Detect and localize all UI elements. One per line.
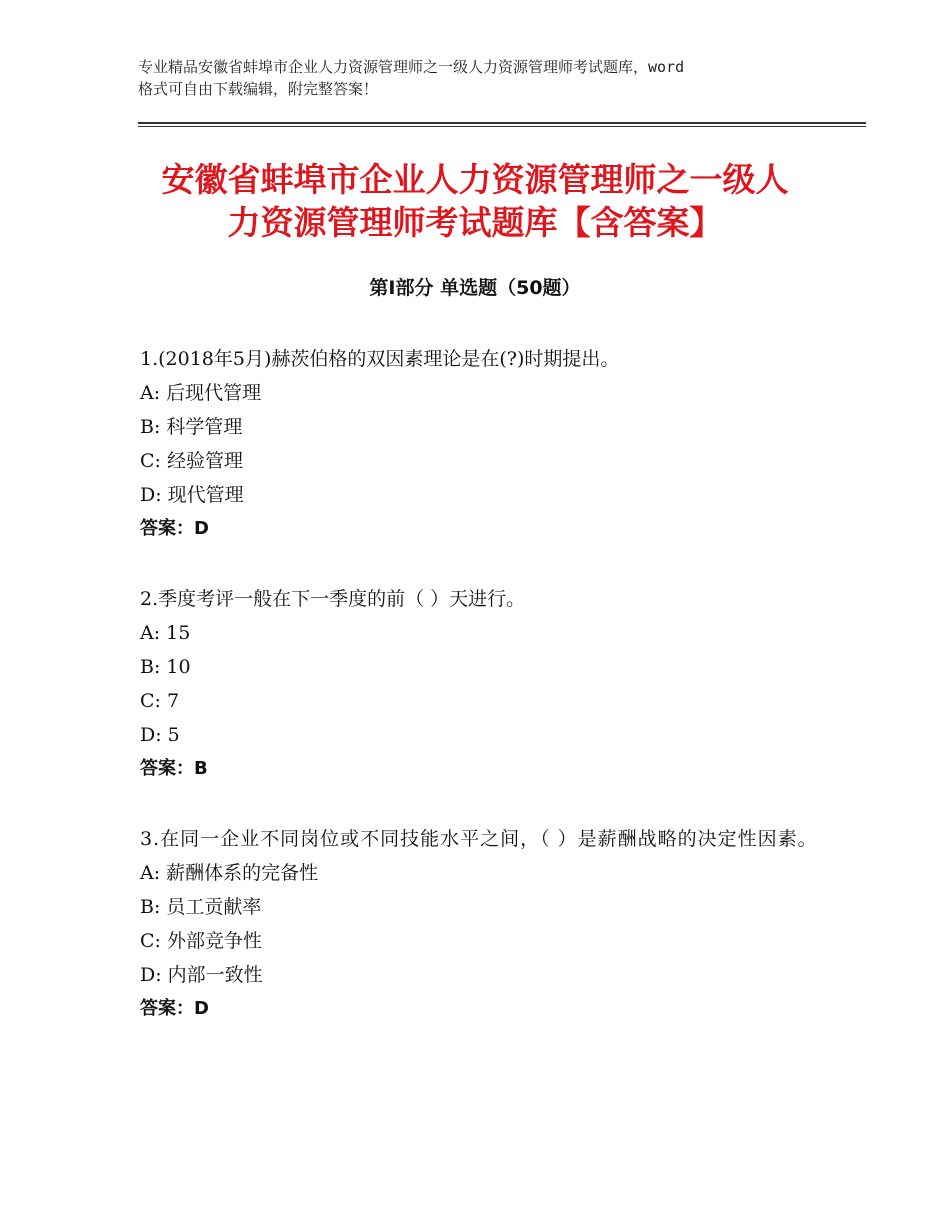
- option-b: B: 10: [140, 656, 191, 678]
- question-list: [140, 342, 830, 1062]
- option-d: D: 内部一致性: [140, 964, 263, 986]
- answer-label: 答案：B: [140, 758, 208, 779]
- header-note-line-2: 格式可自由下载编辑，附完整答案！: [138, 80, 379, 98]
- header-note-line-1: 专业精品安徽省蚌埠市企业人力资源管理师之一级人力资源管理师考试题库，word: [138, 58, 685, 76]
- option-c: C: 外部竞争性: [140, 930, 262, 952]
- header-divider-thick: [138, 122, 866, 124]
- option-c: C: 7: [140, 690, 180, 712]
- title-line-2: 力资源管理师考试题库【含答案】: [227, 203, 723, 242]
- question-1: [140, 342, 830, 546]
- option-d: D: 现代管理: [140, 484, 244, 506]
- question-stem: 1.(2018年5月)赫茨伯格的双因素理论是在(?)时期提出。: [140, 348, 620, 370]
- header-divider-thin: [138, 126, 866, 127]
- question-3: [140, 822, 830, 1026]
- answer-label: 答案：D: [140, 998, 209, 1019]
- option-a: A: 15: [140, 622, 191, 644]
- title-line-1: 安徽省蚌埠市企业人力资源管理师之一级人: [161, 160, 789, 199]
- option-a: A: 薪酬体系的完备性: [140, 862, 319, 884]
- option-b: B: 员工贡献率: [140, 896, 262, 918]
- option-c: C: 经验管理: [140, 450, 243, 472]
- section-heading: 第Ⅰ部分 单选题（50题）: [369, 277, 581, 299]
- option-a: A: 后现代管理: [140, 382, 262, 404]
- header-note: [138, 56, 838, 100]
- question-2: [140, 582, 830, 786]
- option-b: B: 科学管理: [140, 416, 243, 438]
- option-d: D: 5: [140, 724, 180, 746]
- answer-label: 答案：D: [140, 518, 209, 539]
- document-title: [95, 158, 855, 244]
- question-stem: 2.季度考评一般在下一季度的前（ ）天进行。: [140, 588, 526, 610]
- question-stem: 3.在同一企业不同岗位或不同技能水平之间，（ ）是薪酬战略的决定性因素。: [140, 828, 818, 850]
